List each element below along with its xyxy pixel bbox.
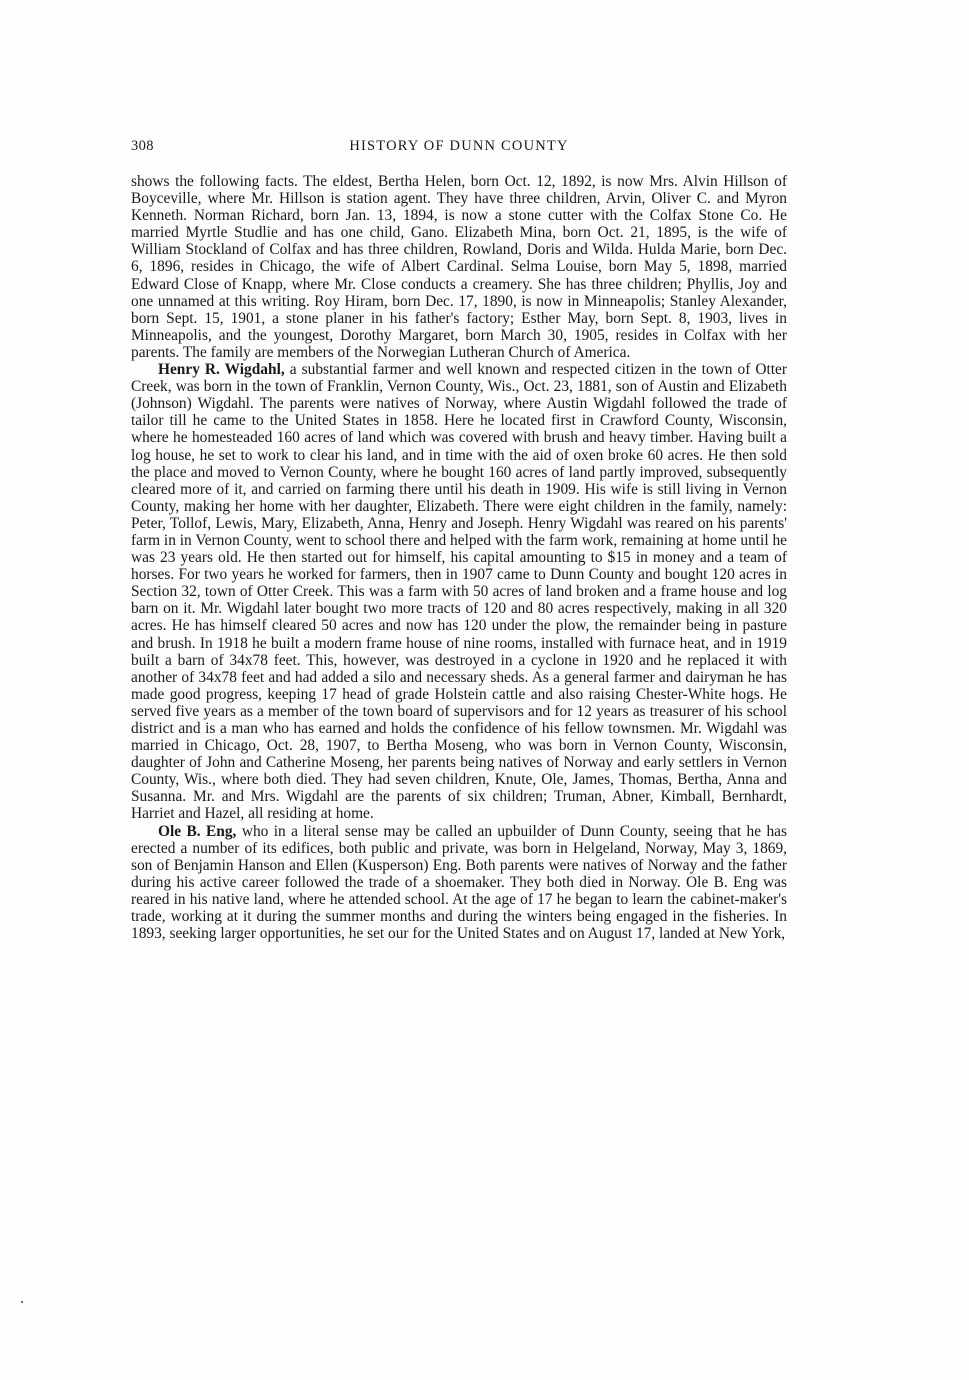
page-number: 308: [131, 138, 154, 154]
paragraph-text: shows the following facts. The eldest, Bertha Helen, born Oct. 12, 1892, is now Mrs. Alvin Hillson of Boyceville, where Mr. Hillson is station agent. They have three children, Arvin, Oliver C. and Myron Kenneth. Norman Richard, born Jan. 13, 1894, is now a stone cutter with the Colfax Stone Co. He married Myrtle Studlie and has one child, Gano. Elizabeth Mina, born Oct. 21, 1895, is the wife of William Stockland of Colfax and has three children, Rowland, Doris and Wilda. Hulda Marie, born Dec. 6, 1896, resides in Chicago, the wife of Albert Cardinal. Selma Louise, born May 5, 1898, married Edward Close of Knapp, where Mr. Close conducts a creamery. She has three children; Phyllis, Joy and one unnamed at this writing. Roy Hiram, born Dec. 17, 1890, is now in Minneapolis; Stanley Alexander, born Sept. 15, 1901, a stone planer in his father's factory; Esther May, born Sept. 8, 1903, lives in Minneapolis, and the youngest, Dorothy Margaret, born March 30, 1905, resides in Colfax with her parents. The family are members of the Norwegian Lutheran Church of America.: [131, 173, 787, 361]
paragraph-henry-wigdahl: [131, 361, 787, 823]
paragraph-text: a substantial farmer and well known and respected citizen in the town of Otter Creek, was born in the town of Franklin, Vernon County, Wis., Oct. 23, 1881, son of Austin and Elizabeth (Johnson) Wigdahl. The parents were natives of Norway, where Austin Wigdahl followed the trade of tailor till he came to the United States in 1858. Here he located first in Crawford County, Wisconsin, where he homesteaded 160 acres of land which was covered with brush and heavy timber. Having built a log house, he set to work to clear his land, and in time with the aid of oxen broke 60 acres. He then sold the place and moved to Vernon County, where he bought 160 acres of land partly improved, subsequently cleared more of it, and carried on farming there until his death in 1909. His wife is still living in Vernon County, making her home with her daughter, Elizabeth. There were eight children in the family, namely: Peter, Tollof, Lewis, Mary, Elizabeth, Anna, Henry and Joseph. Henry Wigdahl was reared on his parents' farm in in Vernon County, went to school there and helped with the farm work, remaining at home until he was 23 years old. He then started out for himself, his capital amounting to $15 in money and a team of horses. For two years he worked for farmers, then in 1907 came to Dunn County and bought 120 acres in Section 32, town of Otter Creek. This was a farm with 50 acres of land broken and a frame house and log barn on it. Mr. Wigdahl later bought two more tracts of 120 and 80 acres respectively, making in all 320 acres. He has himself cleared 50 acres and now has 120 under the plow, the remainder being in pasture and brush. In 1918 he built a modern frame house of nine rooms, installed with furnace heat, and in 1919 built a barn of 34x78 feet. This, however, was destroyed in a cyclone in 1920 and he replaced it with another of 34x78 feet and had added a silo and necessary sheds. As a general farmer and dairyman he has made good progress, keeping 17 head of grade Holstein cattle and also raising Chester-White hogs. He served five years as a member of the town board of supervisors and for 12 years as treasurer of his school district and is a man who has earned and holds the confidence of his fellow townsmen. Mr. Wigdahl was married in Chicago, Oct. 28, 1907, to Bertha Moseng, who was born in Vernon County, Wisconsin, daughter of John and Catherine Moseng, her parents being natives of Norway and early settlers in Vernon County, Wis., where both died. They had seven children, Knute, Ole, James, Thomas, Bertha, Anna and Susanna. Mr. and Mrs. Wigdahl are the parents of six children; Truman, Abner, Kimball, Bernhardt, Harriet and Hazel, all residing at home.: [131, 361, 788, 823]
paragraph-ole-eng: [131, 823, 787, 943]
subject-name: Ole B. Eng,: [158, 822, 237, 840]
paragraph-text: who in a literal sense may be called an upbuilder of Dunn County, seeing that he has erected a number of its edifices, both public and private, was born in Helgeland, Norway, May 3, 1869, son of Benjamin Hanson and Ellen (Kusperson) Eng. Both parents were natives of Norway and the father during his active career followed the trade of a shoemaker. They both died in Norway. Ole B. Eng was reared in his native land, where he attended school. At the age of 17 he began to learn the cabinet-maker's trade, working at it during the summer months and during the winters being engaged in the fisheries. In 1893, seeking larger opportunities, he set our for the United States and on August 17, landed at New York,: [131, 822, 787, 943]
running-title: HISTORY OF DUNN COUNTY: [349, 138, 569, 154]
paragraph-continuation: [131, 173, 787, 361]
subject-name: Henry R. Wigdahl,: [158, 361, 285, 379]
scan-speck: [21, 1301, 23, 1303]
body-text: [131, 173, 787, 942]
running-head: [131, 138, 787, 158]
